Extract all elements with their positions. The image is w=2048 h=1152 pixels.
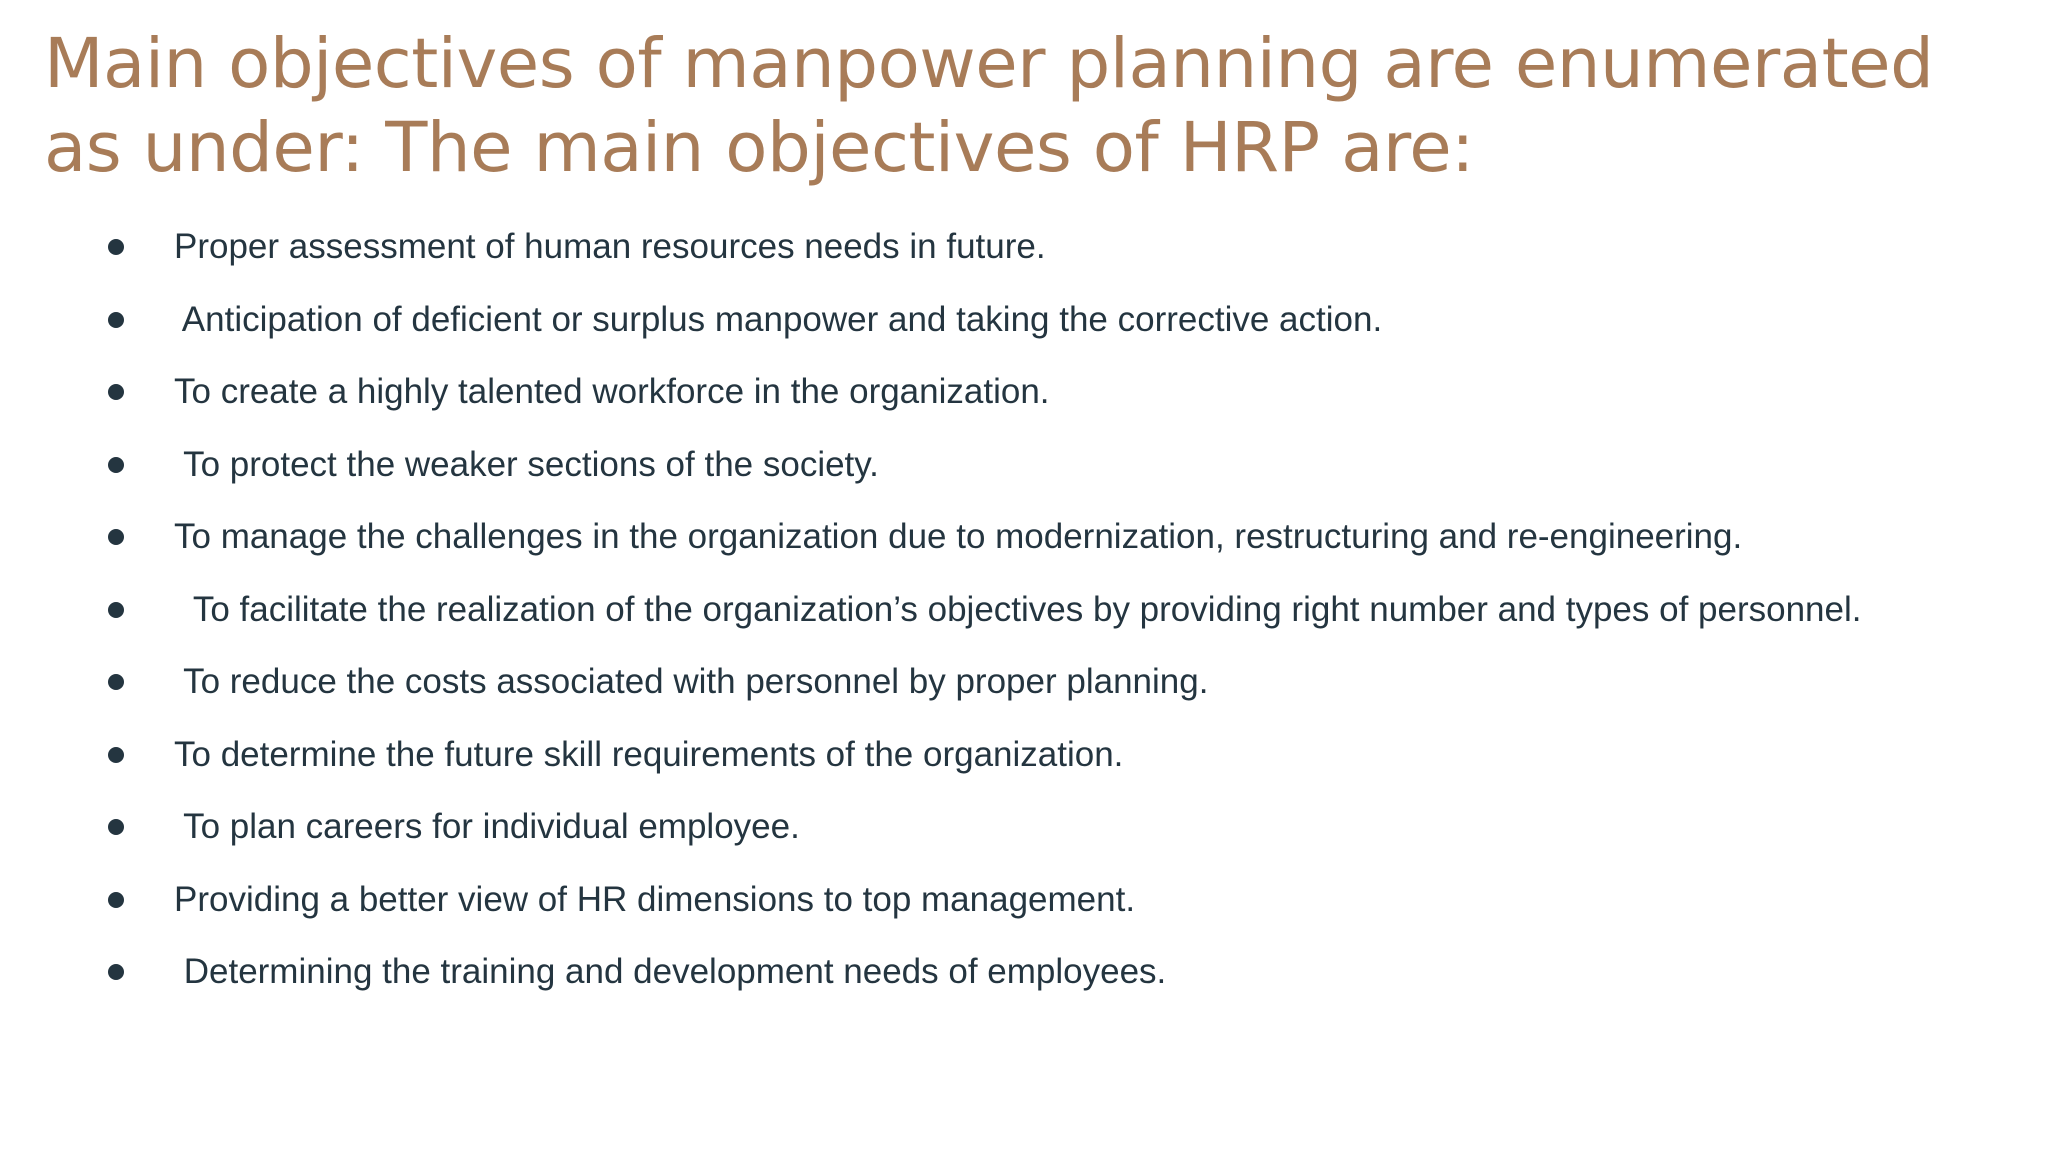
list-item-text: Determining the training and development needs of employees. xyxy=(174,952,1167,991)
list-item xyxy=(0,657,2048,730)
bullet-dot-icon xyxy=(108,239,124,255)
list-item xyxy=(0,947,2048,1020)
list-item xyxy=(0,440,2048,513)
list-item-text: Anticipation of deficient or surplus manpower and taking the corrective action. xyxy=(174,299,1383,339)
list-item-text: To protect the weaker sections of the society. xyxy=(174,444,879,484)
list-item xyxy=(0,367,2048,440)
list-item-text: Proper assessment of human resources needs in future. xyxy=(174,227,1046,266)
list-item xyxy=(0,295,2048,368)
list-item-text: To determine the future skill requirements of the organization. xyxy=(174,734,1124,774)
list-item-text: To manage the challenges in the organization due to modernization, restructuring and re-engineering. xyxy=(174,517,1743,556)
list-item xyxy=(0,802,2048,875)
bullet-dot-icon xyxy=(108,457,124,473)
list-item-text: To plan careers for individual employee. xyxy=(174,807,800,846)
list-item xyxy=(0,875,2048,948)
list-item xyxy=(0,222,2048,295)
list-item-text: Providing a better view of HR dimensions to top management. xyxy=(174,879,1136,919)
list-item-text: To facilitate the realization of the organization’s objectives by providing right number and types of personnel. xyxy=(174,589,1862,629)
list-item xyxy=(0,585,2048,658)
bullet-dot-icon xyxy=(108,384,124,400)
bullet-dot-icon xyxy=(108,312,124,328)
list-item-text: To create a highly talented workforce in the organization. xyxy=(174,372,1050,411)
list-item-text: To reduce the costs associated with personnel by proper planning. xyxy=(174,662,1209,701)
slide-title: Main objectives of manpower planning are enumerated as under: The main objectives of HRP are: xyxy=(44,24,1934,188)
bullet-dot-icon xyxy=(108,529,124,545)
list-item xyxy=(0,512,2048,585)
bullet-dot-icon xyxy=(108,819,124,835)
bullet-dot-icon xyxy=(108,747,124,763)
bullet-dot-icon xyxy=(108,892,124,908)
bullet-dot-icon xyxy=(108,674,124,690)
bullet-dot-icon xyxy=(108,602,124,618)
objectives-list xyxy=(0,222,2048,1020)
list-item xyxy=(0,730,2048,803)
bullet-dot-icon xyxy=(108,964,124,980)
